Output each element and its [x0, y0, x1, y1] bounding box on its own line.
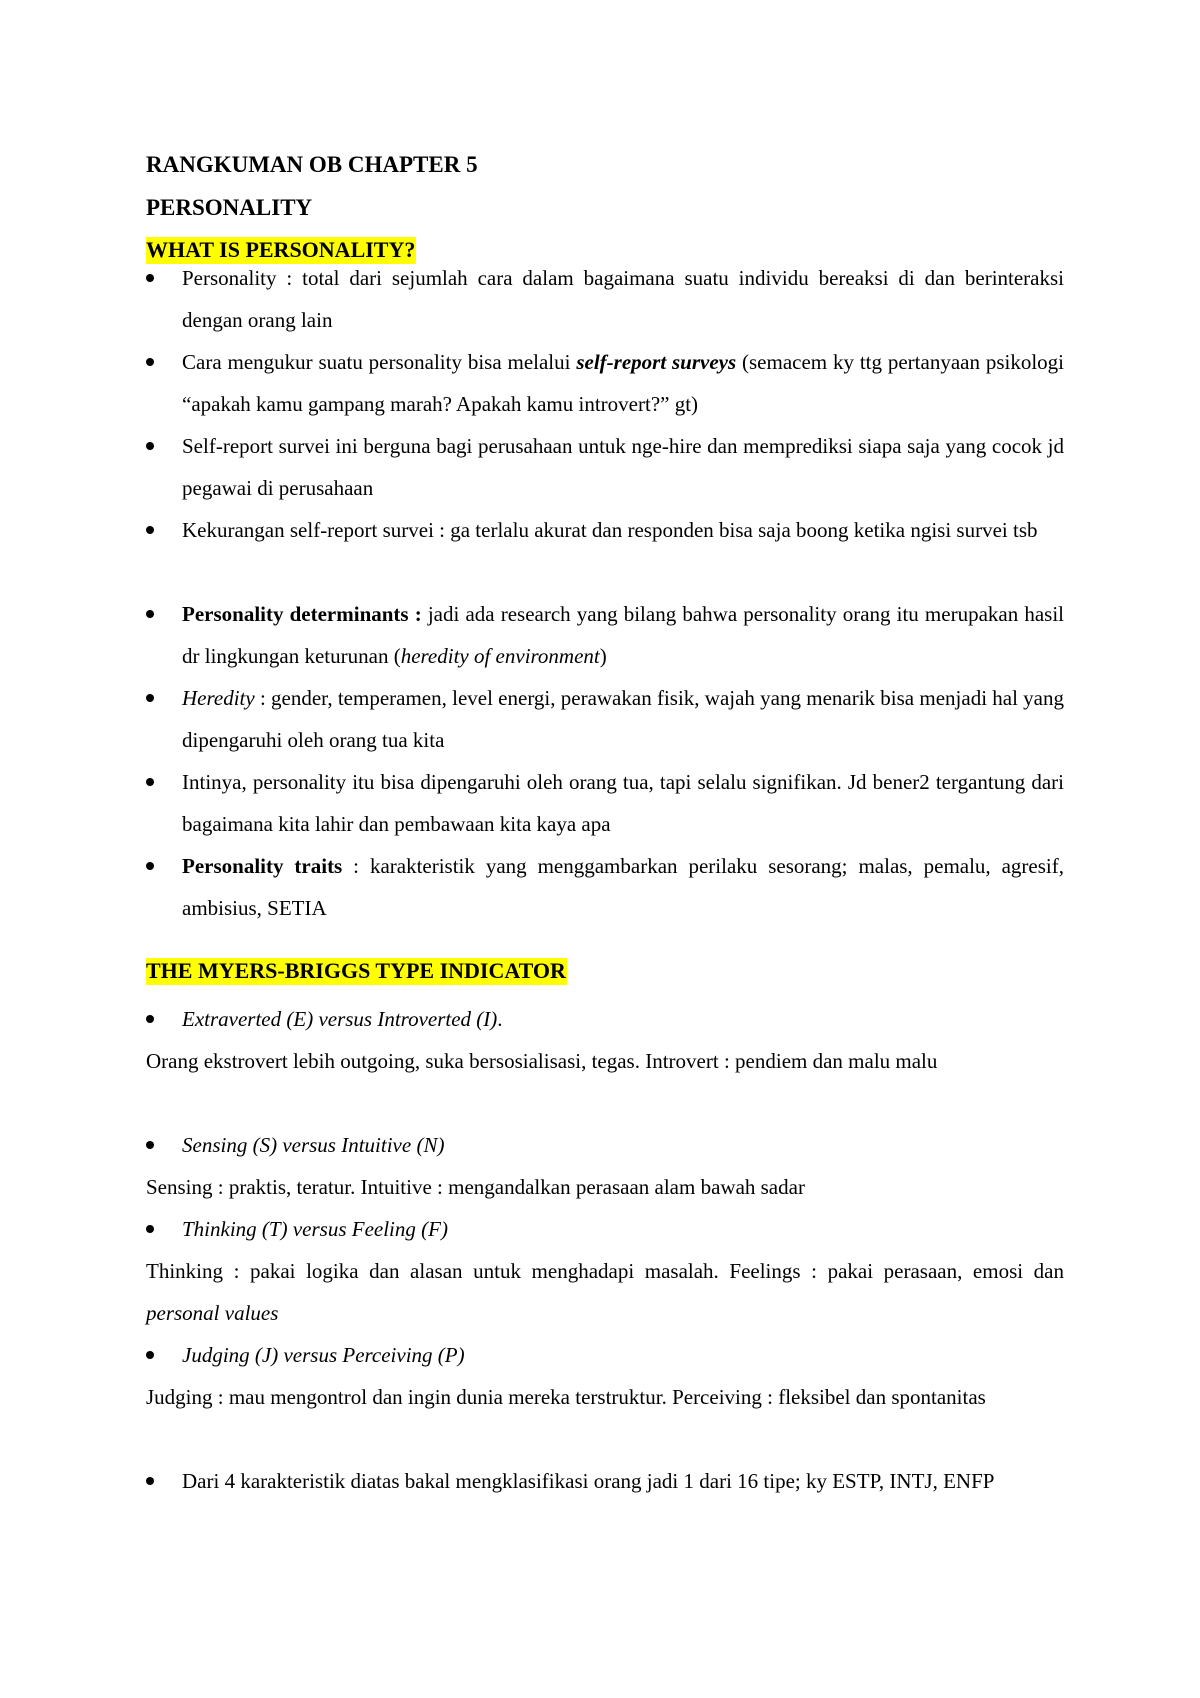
emphasis-text: self-report surveys: [576, 350, 737, 374]
list-item-text: Intinya, personality itu bisa dipengaruhi oleh orang tua, tapi selalu signifikan. Jd bener2 tergantung dari bagaimana kita lahir dan pembawaan kita kaya apa: [182, 770, 1064, 836]
strong-text: Personality traits: [182, 854, 343, 878]
document-title: RANGKUMAN OB CHAPTER 5: [146, 152, 478, 177]
emphasis-text: Thinking (T) versus Feeling (F): [182, 1217, 448, 1241]
document-subtitle: PERSONALITY: [146, 195, 313, 220]
list-item: [146, 509, 1064, 551]
list-item: [146, 677, 1064, 761]
paragraph: Sensing : praktis, teratur. Intuitive : mengandalkan perasaan alam bawah sadar: [146, 1175, 805, 1199]
list-item: [146, 1124, 1064, 1166]
list-item-text: [182, 341, 1064, 425]
text-run: : gender, temperamen, level energi, perawakan fisik, wajah yang menarik bisa menjadi hal yang dipengaruhi oleh orang tua kita: [182, 686, 1065, 752]
bullet-icon: [146, 778, 154, 786]
highlighted-heading: WHAT IS PERSONALITY?: [146, 237, 416, 262]
list-item-text: [182, 677, 1064, 761]
list-item: [146, 341, 1064, 425]
list-item-text: Kekurangan self-report survei : ga terlalu akurat dan responden bisa saja boong ketika ngisi survei tsb: [182, 518, 1038, 542]
text-run: Thinking : pakai logika dan alasan untuk menghadapi masalah. Feelings : pakai perasaan, emosi dan: [146, 1259, 1064, 1283]
list-item-text: Personality : total dari sejumlah cara dalam bagaimana suatu individu bereaksi di dan berinteraksi dengan orang lain: [182, 266, 1064, 332]
bullet-icon: [146, 358, 154, 366]
bullet-icon: [146, 610, 154, 618]
list-item: [146, 1334, 1064, 1376]
bullet-icon: [146, 1477, 154, 1485]
emphasis-text: Sensing (S) versus Intuitive (N): [182, 1133, 445, 1157]
list-item-text: [182, 998, 1064, 1040]
list-item-text: [182, 593, 1064, 677]
paragraph: [146, 1250, 1064, 1334]
list-item: [146, 998, 1064, 1040]
text-run: (semacem ky ttg pertanyaan psikologi “apakah kamu gampang marah? Apakah kamu introvert?” gt): [182, 350, 1064, 416]
bullet-icon: [146, 1015, 154, 1023]
text-run: .: [497, 1007, 503, 1031]
paragraph: Orang ekstrovert lebih outgoing, suka bersosialisasi, tegas. Introvert : pendiem dan malu malu: [146, 1049, 938, 1073]
list-item: [146, 1460, 1064, 1502]
bullet-icon: [146, 694, 154, 702]
list-item: [146, 425, 1064, 509]
list-item-text: [182, 1208, 1064, 1250]
list-item-text: [182, 845, 1064, 929]
text-run: : karakteristik yang menggambarkan perilaku sesorang; malas, pemalu, agresif, ambisius, SETIA: [182, 854, 1064, 920]
list-item: [146, 845, 1064, 929]
bullet-icon: [146, 526, 154, 534]
section-heading-mbti: [146, 956, 567, 986]
paragraph: Judging : mau mengontrol dan ingin dunia mereka terstruktur. Perceiving : fleksibel dan spontanitas: [146, 1385, 986, 1409]
highlighted-heading: THE MYERS-BRIGGS TYPE INDICATOR: [146, 958, 566, 983]
bullet-icon: [146, 862, 154, 870]
emphasis-text: Extraverted (E) versus Introverted (I): [182, 1007, 498, 1031]
bullet-icon: [146, 1141, 154, 1149]
bullet-icon: [146, 442, 154, 450]
list-item: [146, 257, 1064, 341]
text-run: Cara mengukur suatu personality bisa melalui: [182, 350, 577, 374]
list-item-text: [182, 1334, 1064, 1376]
list-item-text: Self-report survei ini berguna bagi perusahaan untuk nge-hire dan memprediksi siapa saja yang cocok jd pegawai di perusahaan: [182, 434, 1064, 500]
text-run: jadi ada research yang bilang bahwa personality orang itu merupakan hasil dr lingkungan keturunan (: [182, 602, 1065, 668]
list-item: [146, 1208, 1064, 1250]
emphasis-text: heredity of environment: [400, 644, 600, 668]
list-item: [146, 761, 1064, 845]
emphasis-text: Judging (J) versus Perceiving (P): [182, 1343, 465, 1367]
bullet-icon: [146, 1351, 154, 1359]
text-run: ): [599, 644, 607, 668]
list-item-text: [182, 1124, 1064, 1166]
emphasis-text: personal values: [146, 1301, 279, 1325]
emphasis-text: Heredity: [182, 686, 255, 710]
strong-text: Personality determinants :: [182, 602, 422, 626]
list-item: [146, 593, 1064, 677]
list-item-text: Dari 4 karakteristik diatas bakal mengklasifikasi orang jadi 1 dari 16 tipe; ky ESTP, INTJ, ENFP: [182, 1469, 995, 1493]
bullet-icon: [146, 1225, 154, 1233]
bullet-icon: [146, 274, 154, 282]
